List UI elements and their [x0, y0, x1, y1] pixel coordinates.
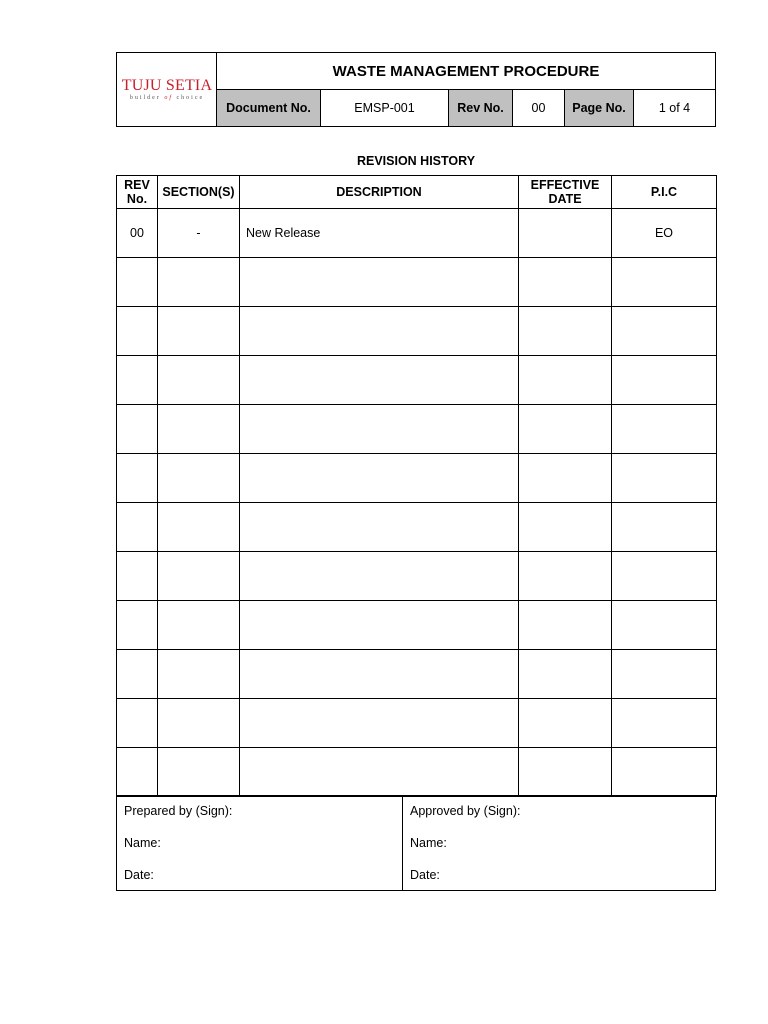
prepared-by-block [117, 796, 403, 890]
table-row [117, 552, 717, 601]
cell-pic [612, 503, 717, 552]
cell-rev-no [117, 258, 158, 307]
cell-section [158, 454, 240, 503]
logo-name: TUJU SETIA [121, 77, 213, 94]
table-row [117, 699, 717, 748]
cell-pic [612, 748, 717, 797]
cell-effective-date [519, 601, 612, 650]
table-row [117, 748, 717, 797]
document-no-label: Document No. [217, 90, 321, 126]
cell-section [158, 258, 240, 307]
cell-section [158, 650, 240, 699]
approved-date-label: Date: [410, 868, 440, 882]
cell-rev-no [117, 454, 158, 503]
rev-no-value: 00 [513, 90, 565, 126]
col-header-description: DESCRIPTION [240, 176, 519, 209]
cell-section: - [158, 209, 240, 258]
cell-section [158, 748, 240, 797]
cell-section [158, 405, 240, 454]
page-no-label: Page No. [565, 90, 634, 126]
cell-rev-no [117, 356, 158, 405]
col-header-rev-no-line2: No. [126, 192, 148, 206]
cell-pic [612, 356, 717, 405]
cell-description [240, 356, 519, 405]
cell-rev-no [117, 699, 158, 748]
cell-effective-date [519, 454, 612, 503]
cell-effective-date [519, 258, 612, 307]
cell-section [158, 552, 240, 601]
revision-history-title: REVISION HISTORY [356, 154, 476, 168]
page-no-value: 1 of 4 [658, 101, 691, 115]
col-header-effective-date [519, 176, 612, 209]
revision-rows [117, 209, 717, 797]
cell-section [158, 356, 240, 405]
company-logo [117, 53, 217, 126]
prepared-name-label: Name: [124, 836, 161, 850]
cell-section [158, 601, 240, 650]
rev-no-label: Rev No. [449, 90, 513, 126]
cell-pic [612, 601, 717, 650]
prepared-by-label: Prepared by (Sign): [124, 804, 233, 818]
cell-effective-date [519, 748, 612, 797]
cell-description [240, 601, 519, 650]
cell-rev-no [117, 552, 158, 601]
table-row [117, 503, 717, 552]
cell-section [158, 699, 240, 748]
cell-effective-date [519, 650, 612, 699]
cell-effective-date [519, 405, 612, 454]
cell-effective-date [519, 209, 612, 258]
cell-description [240, 258, 519, 307]
table-row [117, 356, 717, 405]
cell-effective-date [519, 356, 612, 405]
logo-tagline [120, 95, 214, 101]
cell-description [240, 503, 519, 552]
prepared-date-label: Date: [124, 868, 154, 882]
cell-description [240, 307, 519, 356]
document-title: WASTE MANAGEMENT PROCEDURE [217, 53, 715, 90]
cell-rev-no [117, 601, 158, 650]
cell-effective-date [519, 307, 612, 356]
document-header [116, 52, 716, 127]
cell-pic: EO [612, 209, 717, 258]
cell-pic [612, 552, 717, 601]
cell-rev-no [117, 405, 158, 454]
cell-description [240, 748, 519, 797]
cell-section [158, 503, 240, 552]
cell-description [240, 552, 519, 601]
cell-rev-no [117, 307, 158, 356]
cell-description [240, 699, 519, 748]
revision-history-table [116, 175, 717, 797]
cell-rev-no [117, 748, 158, 797]
cell-rev-no [117, 503, 158, 552]
cell-effective-date [519, 503, 612, 552]
cell-pic [612, 405, 717, 454]
logo-tagline-post: choice [176, 95, 205, 101]
col-header-effective-line2: DATE [548, 192, 582, 206]
cell-description [240, 650, 519, 699]
cell-section [158, 307, 240, 356]
table-row [117, 258, 717, 307]
signoff-section [116, 795, 716, 891]
table-row [117, 650, 717, 699]
logo-tagline-mid: of [164, 95, 173, 101]
table-row [117, 209, 717, 258]
document-meta-row [217, 90, 715, 126]
table-row [117, 454, 717, 503]
cell-effective-date [519, 552, 612, 601]
cell-description: New Release [240, 209, 519, 258]
table-header-row [117, 176, 717, 209]
col-header-sections: SECTION(S) [158, 176, 240, 209]
logo-tagline-pre: builder [129, 95, 161, 101]
approved-name-label: Name: [410, 836, 447, 850]
col-header-pic: P.I.C [612, 176, 717, 209]
cell-pic [612, 307, 717, 356]
cell-rev-no: 00 [117, 209, 158, 258]
cell-effective-date [519, 699, 612, 748]
approved-by-block [403, 796, 715, 890]
cell-pic [612, 699, 717, 748]
cell-pic [612, 650, 717, 699]
table-row [117, 307, 717, 356]
approved-by-label: Approved by (Sign): [410, 804, 521, 818]
cell-pic [612, 258, 717, 307]
table-row [117, 601, 717, 650]
col-header-rev-no [117, 176, 158, 209]
cell-description [240, 405, 519, 454]
document-no-value: EMSP-001 [321, 90, 449, 126]
col-header-effective-line1: EFFECTIVE [530, 178, 600, 192]
cell-pic [612, 454, 717, 503]
table-row [117, 405, 717, 454]
col-header-rev-no-line1: REV [124, 178, 150, 192]
cell-description [240, 454, 519, 503]
cell-rev-no [117, 650, 158, 699]
